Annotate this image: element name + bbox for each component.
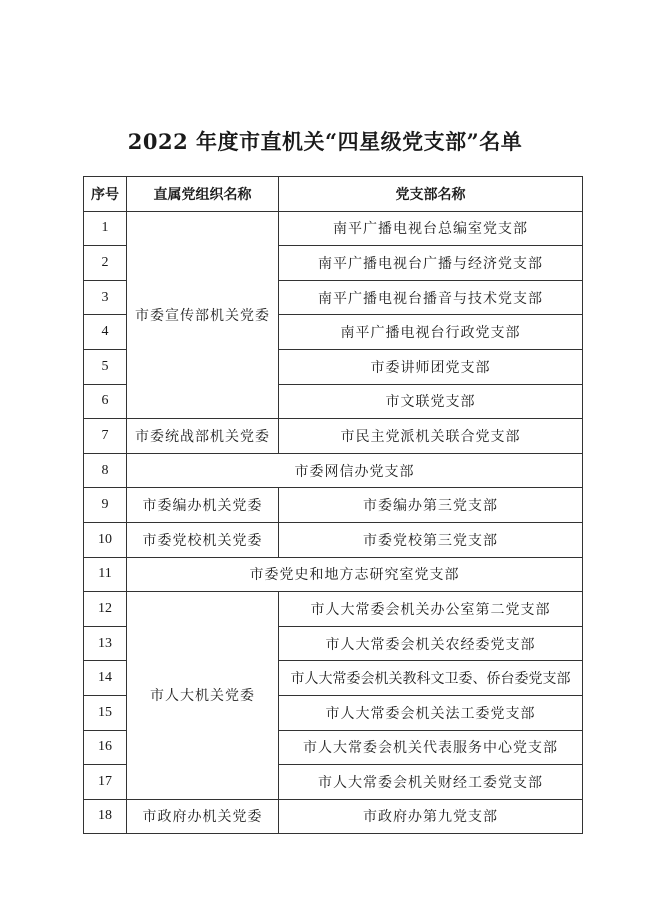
row-index: 7 — [84, 419, 127, 454]
branch-name-cell: 市人大常委会机关法工委党支部 — [279, 695, 583, 730]
row-index: 14 — [84, 661, 127, 696]
branch-name-cell: 市委编办第三党支部 — [279, 488, 583, 523]
row-index: 1 — [84, 211, 127, 246]
branch-name-cell: 市委讲师团党支部 — [279, 349, 583, 384]
branch-name-cell: 市人大常委会机关财经工委党支部 — [279, 765, 583, 800]
row-index: 2 — [84, 246, 127, 281]
page-title: 2022 年度市直机关“四星级党支部”名单 — [127, 129, 523, 154]
row-index: 18 — [84, 799, 127, 834]
branch-name-cell: 市委党史和地方志研究室党支部 — [127, 557, 583, 592]
row-index: 12 — [84, 592, 127, 627]
table-body — [84, 211, 583, 834]
table-row — [84, 488, 583, 523]
row-index: 9 — [84, 488, 127, 523]
org-name-cell: 市委党校机关党委 — [127, 522, 279, 557]
row-index: 11 — [84, 557, 127, 592]
row-index: 16 — [84, 730, 127, 765]
row-index: 10 — [84, 522, 127, 557]
header-org: 直属党组织名称 — [127, 177, 279, 212]
row-index: 4 — [84, 315, 127, 350]
org-name-cell: 市委编办机关党委 — [127, 488, 279, 523]
branch-name-cell: 市委网信办党支部 — [127, 453, 583, 488]
row-index: 5 — [84, 349, 127, 384]
table-row — [84, 522, 583, 557]
table-row — [84, 211, 583, 246]
branch-name-cell: 南平广播电视台播音与技术党支部 — [279, 280, 583, 315]
branch-name-cell: 市人大常委会机关办公室第二党支部 — [279, 592, 583, 627]
org-name-cell: 市人大机关党委 — [127, 592, 279, 800]
branch-name-cell: 市人大常委会机关农经委党支部 — [279, 626, 583, 661]
org-name-cell: 市政府办机关党委 — [127, 799, 279, 834]
table-row — [84, 557, 583, 592]
row-index: 13 — [84, 626, 127, 661]
table-header-row — [84, 177, 583, 212]
branch-name-cell: 市民主党派机关联合党支部 — [279, 419, 583, 454]
header-index: 序号 — [84, 177, 127, 212]
table-row — [84, 799, 583, 834]
table-row — [84, 419, 583, 454]
branch-name-cell: 南平广播电视台总编室党支部 — [279, 211, 583, 246]
branch-name-cell: 市文联党支部 — [279, 384, 583, 419]
row-index: 17 — [84, 765, 127, 800]
row-index: 15 — [84, 695, 127, 730]
row-index: 3 — [84, 280, 127, 315]
branch-name-cell: 市政府办第九党支部 — [279, 799, 583, 834]
org-name-cell: 市委统战部机关党委 — [127, 419, 279, 454]
table-row — [84, 592, 583, 627]
branch-roster-table — [83, 176, 583, 834]
row-index: 6 — [84, 384, 127, 419]
branch-name-cell: 南平广播电视台行政党支部 — [279, 315, 583, 350]
branch-name-cell: 市人大常委会机关代表服务中心党支部 — [279, 730, 583, 765]
header-branch: 党支部名称 — [279, 177, 583, 212]
branch-name-cell: 市委党校第三党支部 — [279, 522, 583, 557]
org-name-cell: 市委宣传部机关党委 — [127, 211, 279, 419]
branch-name-cell: 南平广播电视台广播与经济党支部 — [279, 246, 583, 281]
branch-name-cell: 市人大常委会机关教科文卫委、侨台委党支部 — [279, 661, 583, 696]
row-index: 8 — [84, 453, 127, 488]
table-row — [84, 453, 583, 488]
